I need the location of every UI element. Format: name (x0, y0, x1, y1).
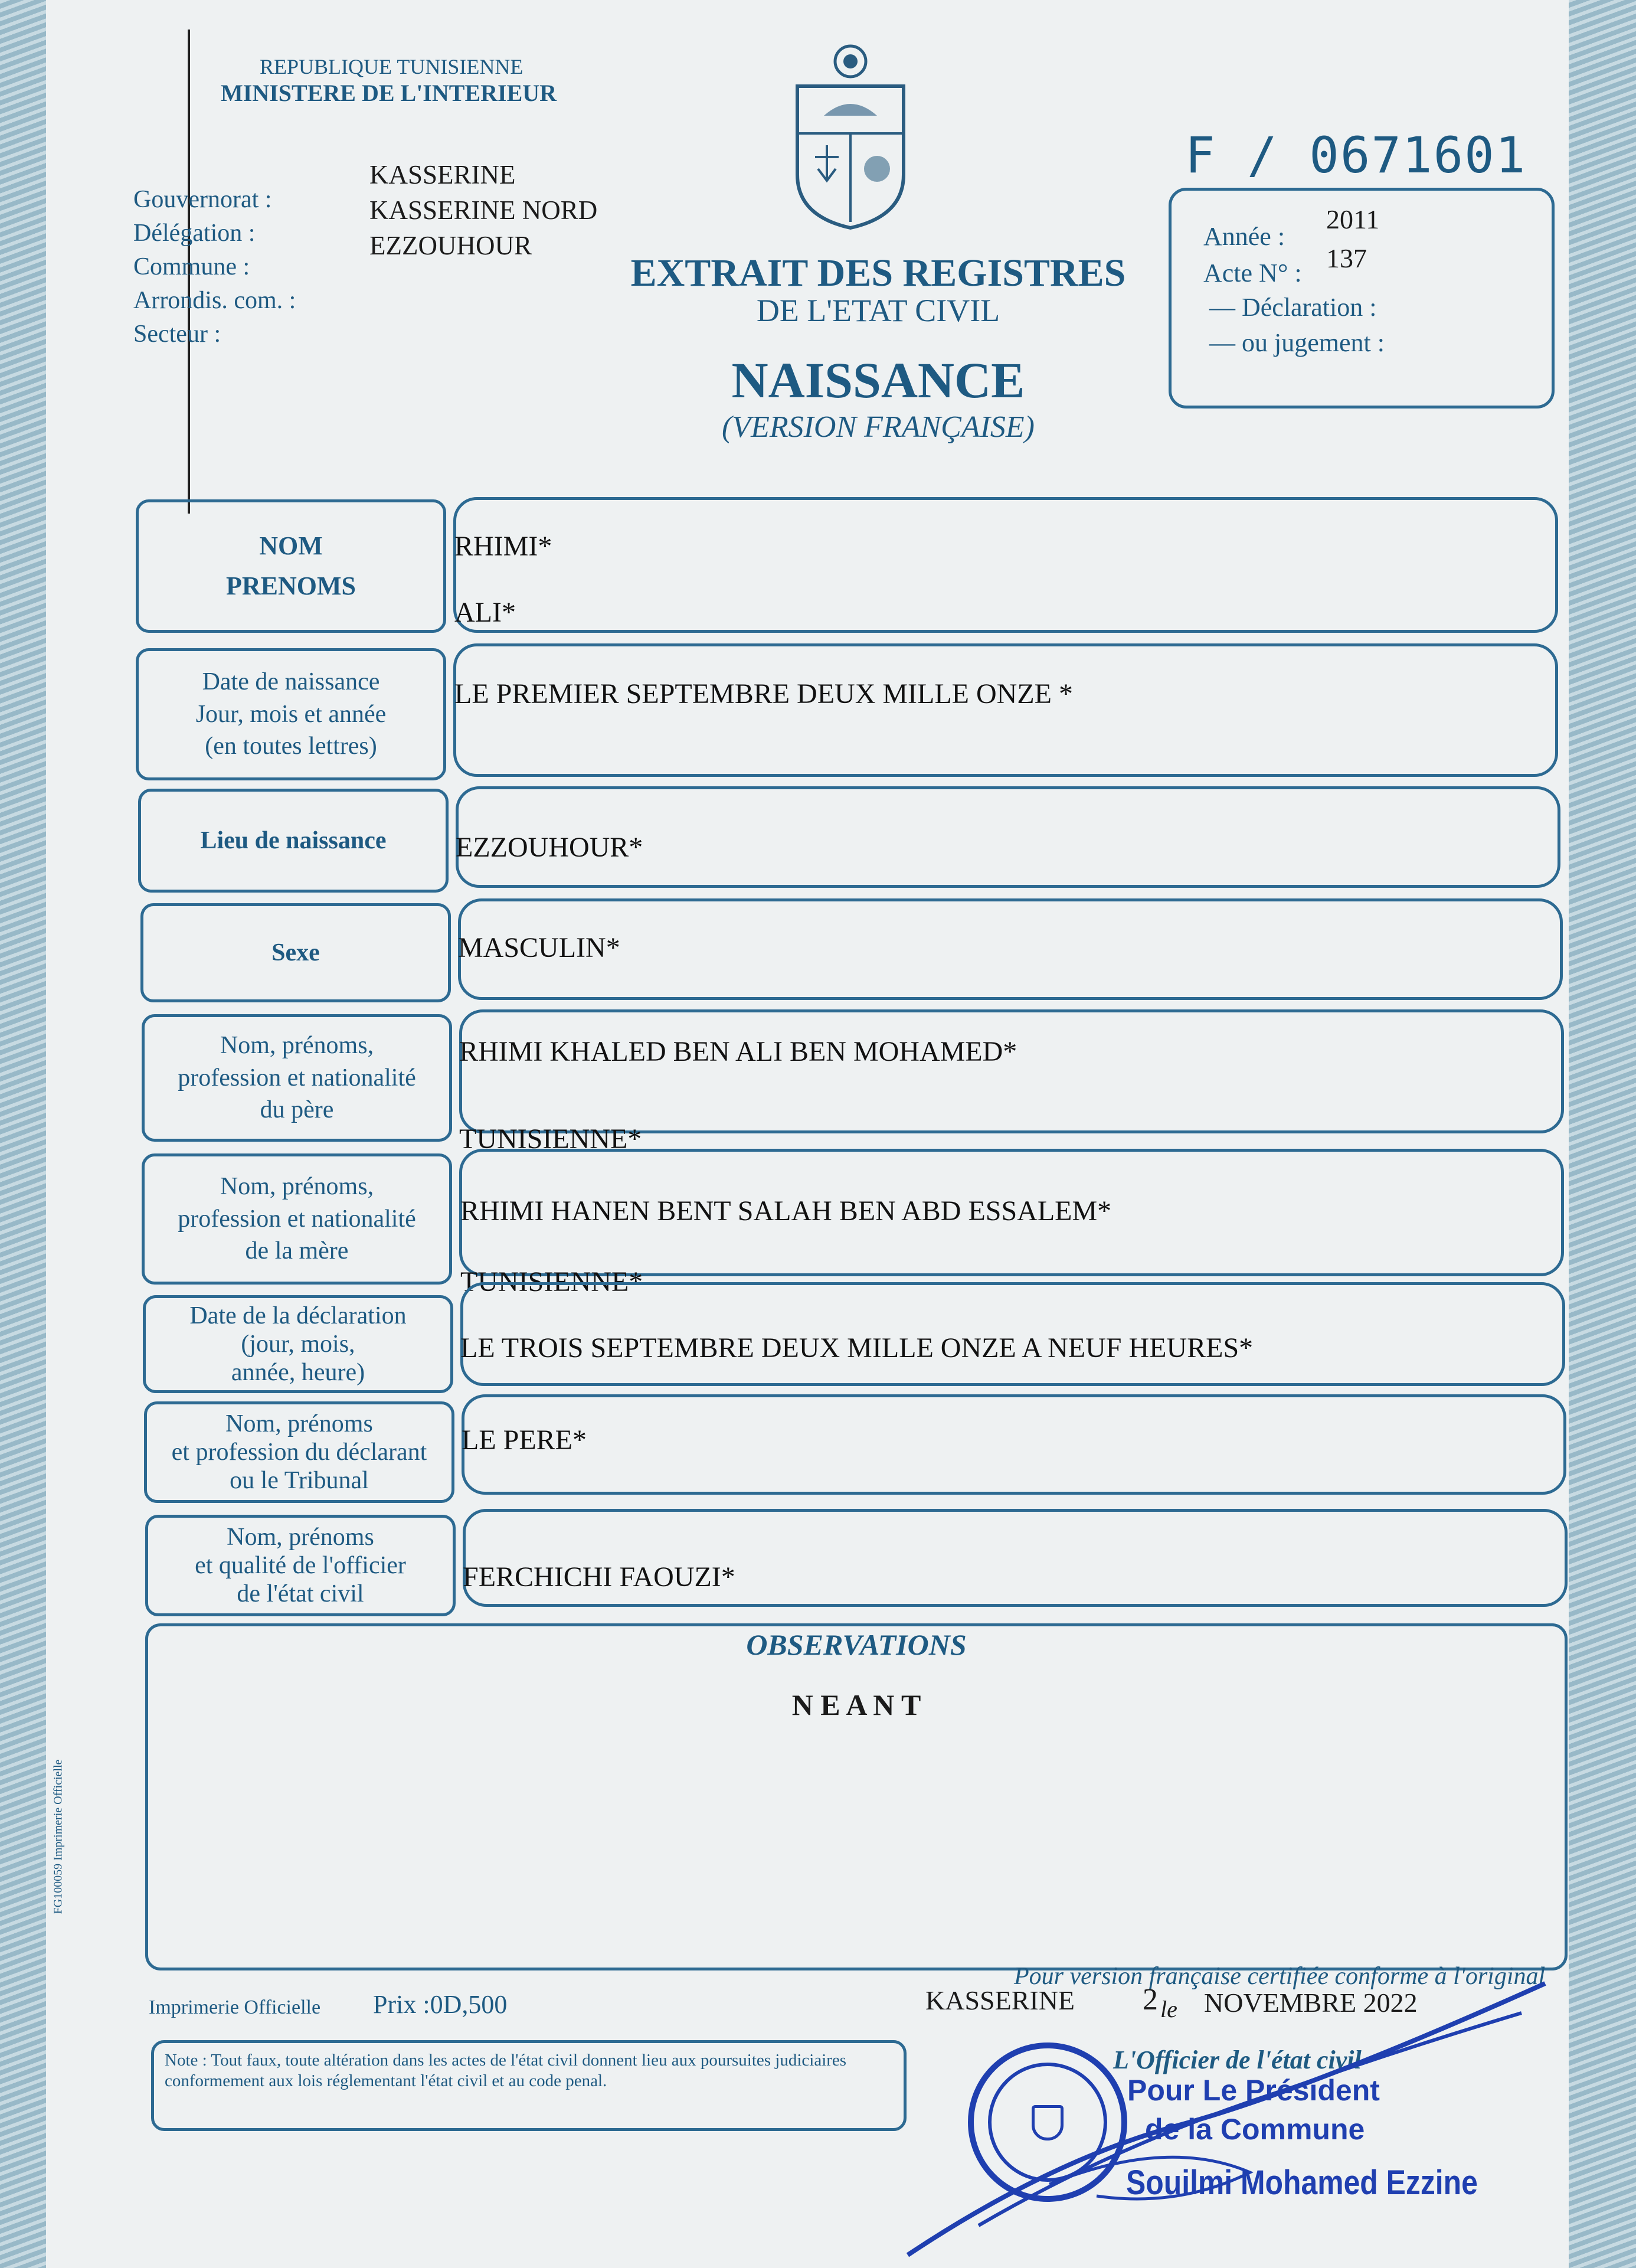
note-box (151, 2040, 907, 2131)
place-text: KASSERINE (925, 1985, 1075, 2015)
row-value-box-nom (453, 497, 1558, 633)
acte-value: 137 (1326, 243, 1367, 273)
title-naissance: NAISSANCE (731, 352, 1025, 408)
title-extrait: EXTRAIT DES REGISTRES (630, 251, 1126, 295)
value-commune: EZZOUHOUR (369, 231, 532, 260)
label-gouvernorat: Gouvernorat : (133, 186, 272, 213)
label-arrondissement: Arrondis. com. : (133, 287, 296, 314)
prix-text: Prix :0D,500 (373, 1990, 508, 2019)
row-label-nom-prenoms: NOM PRENOMS (136, 499, 446, 633)
declaration-label: — Déclaration : (1209, 293, 1377, 322)
annee-label: Année : (1203, 222, 1285, 251)
location-labels (133, 183, 296, 351)
title-version: (VERSION FRANÇAISE) (722, 410, 1035, 444)
ministry-text: MINISTERE DE L'INTERIEUR (221, 80, 557, 106)
value-mere-nationalite: TUNISIENNE* (460, 1266, 643, 1298)
value-pere-nationalite: TUNISIENNE* (459, 1123, 642, 1155)
value-officier: FERCHICHI FAOUZI* (463, 1561, 735, 1593)
observations-box (145, 1623, 1568, 1970)
row-label-officier: Nom, prénoms et qualité de l'officier de l'état civil (145, 1515, 456, 1616)
jugement-label: — ou jugement : (1209, 328, 1385, 357)
republic-text: REPUBLIQUE TUNISIENNE (260, 55, 523, 79)
label-delegation: Délégation : (133, 220, 256, 247)
stamp-text-commune: de la Commune (1145, 2113, 1365, 2146)
stamp-text-signatory: Souilmi Mohamed Ezzine (1126, 2164, 1478, 2202)
value-nom: RHIMI* (454, 531, 552, 562)
value-pere-nom: RHIMI KHALED BEN ALI BEN MOHAMED* (459, 1036, 1017, 1067)
row-label-sexe: Sexe (140, 903, 451, 1002)
row-value-box-pere (459, 1009, 1564, 1133)
label-secteur: Secteur : (133, 321, 221, 348)
value-mere-nom: RHIMI HANEN BENT SALAH BEN ABD ESSALEM* (460, 1195, 1112, 1227)
observations-value: N E A N T (791, 1688, 921, 1721)
observations-title: OBSERVATIONS (746, 1628, 967, 1661)
day-text: 2 (1143, 1983, 1158, 2017)
row-label-pere: Nom, prénoms, profession et nationalité du père (142, 1014, 452, 1142)
certified-text: Pour version française certifiée conforme à l'original (1014, 1963, 1546, 1990)
row-label-lieu-naissance: Lieu de naissance (138, 789, 449, 893)
tunisia-coat-of-arms-icon (783, 39, 918, 234)
acte-label: Acte N° : (1203, 259, 1302, 287)
row-label-declarant: Nom, prénoms et profession du déclarant ou le Tribunal (144, 1401, 454, 1503)
value-date-naissance: LE PREMIER SEPTEMBRE DEUX MILLE ONZE * (454, 678, 1073, 710)
row-label-declaration: Date de la déclaration (jour, mois, année, heure) (143, 1295, 453, 1393)
row-label-mere: Nom, prénoms, profession et nationalité de la mère (142, 1153, 452, 1285)
side-print-text: FG100059 Imprimerie Officielle (51, 1759, 65, 1914)
value-prenom: ALI* (454, 597, 516, 628)
location-values (369, 157, 597, 263)
imprimerie-text: Imprimerie Officielle (149, 1996, 321, 2018)
serial-number: F / 0671601 (1185, 126, 1527, 184)
row-label-date-naissance: Date de naissance Jour, mois et année (en toutes lettres) (136, 648, 446, 780)
stamp-text-president: Pour Le Président (1127, 2074, 1380, 2107)
row-value-box-date-naissance (453, 643, 1558, 777)
row-value-box-sexe (458, 898, 1563, 1000)
label-commune: Commune : (133, 253, 250, 280)
annee-value: 2011 (1326, 204, 1380, 234)
value-declaration: LE TROIS SEPTEMBRE DEUX MILLE ONZE A NEUF HEURES* (460, 1332, 1254, 1364)
note-text: Note : Tout faux, toute altération dans les actes de l'état civil donnent lieu aux poursuites judiciaires conformement aux lois réglementant l'état civil et au code penal. (165, 2051, 847, 2090)
value-sexe: MASCULIN* (458, 932, 620, 963)
acte-box (1169, 188, 1555, 408)
value-lieu-naissance: EZZOUHOUR* (456, 832, 643, 863)
value-declarant: LE PERE* (462, 1424, 587, 1456)
le-text: le (1160, 1996, 1177, 2022)
value-gouvernorat: KASSERINE (369, 160, 516, 189)
title-etat-civil: DE L'ETAT CIVIL (756, 293, 1000, 328)
document-sheet (46, 0, 1569, 2268)
signature-icon (872, 1948, 1581, 2267)
row-value-box-declarant (462, 1394, 1566, 1495)
officer-title: L'Officier de l'état civil (1113, 2045, 1362, 2074)
value-delegation: KASSERINE NORD (369, 195, 598, 225)
month-year-text: NOVEMBRE 2022 (1204, 1988, 1418, 2018)
